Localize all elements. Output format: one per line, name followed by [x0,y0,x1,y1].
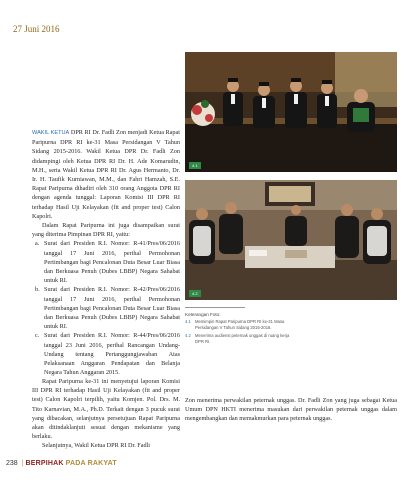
photo-audience-meeting [185,180,397,300]
list-item-text: Surat dari Presiden R.I. Nomor: R-44/Pres/06/2016 tanggal 23 Juni 2016, perihal Rancangan Undang-Undang tentang Pertanggungjawaban Atas Pelaksanaan Anggaran Pendapatan dan Belanja Negara Tahun Anggaran 2015. [44,332,180,377]
caption-text: Menerima audiensi peternak unggas di ruang kerja DPR RI. [195,333,290,344]
caption-item [185,333,295,345]
brand-word-1: BERPIHAK [25,460,64,467]
page-date [13,24,60,34]
article-column-left [32,128,180,377]
list-item-text: Surat dari Presiden R.I. Nomor: R-42/Pres/06/2016 tanggal 17 Juni 2016, perihal Permohonan Pertimbangan bagi Pencalonan Duta Besar Luar Biasa dan Berkuasa Penuh (Dubes LBBP) Negara Sahabat untuk RI. [44,286,180,331]
lead-in: WAKIL KETUA [32,130,70,136]
caption-title: Keterangan Foto: [185,312,221,317]
article-column-left-lower [32,377,180,451]
caption-item [185,319,295,331]
caption-divider [185,307,245,308]
photo-plenary-session [185,52,397,172]
list-item [32,239,180,285]
photo-tag-2: 4.2 [189,290,201,297]
list-item-letter: b. [35,286,40,294]
page-number: 238 [6,460,18,467]
date-month-year: Juni 2016 [24,24,60,34]
footer-separator: | [21,460,24,467]
photo-tag-1: 4.1 [189,162,201,169]
list-item-letter: a. [35,240,40,248]
letter-list [32,239,180,377]
article-column-right [185,396,397,424]
caption-number: 4.1 [185,319,191,324]
paragraph-5: Zon menerima perwakilan peternak unggas. Dr. Fadli Zon yang juga sebagai Ketua Umum DPN HKTI menerima masukan dari perwakilan peternak unggas dalam mengembangkan dan memakmurkan para peternak unggas. [185,397,397,423]
list-item [32,331,180,377]
paragraph-3: Rapat Paripurna ke-31 ini menyetujui laporan Komisi III DPR RI terhadap Hasil Uji Kelayakan (fit and proper test) Calon Kapolri terpilih, yaitu Komjen. Pol. Drs. M. Tito Karnavian, M.A., Ph.D. Terkait dengan 3 pucuk surat yang dibacakan, selanjutnya persetujuan Rapat Paripurna akan ditindaklanjuti sesuai dengan mekanisme yang berlaku. [32,378,180,441]
list-item [32,285,180,331]
date-day: 27 [13,24,22,34]
photo-caption [185,307,295,347]
caption-number: 4.2 [185,333,191,338]
paragraph-1-text: DPR RI Dr. Fadli Zon menjadi Ketua Rapat Paripurna DPR RI ke-31 Masa Persidangan V Tahun Sidang 2015-2016. Wakil Ketua DPR Dr. Fadli Zon didampingi oleh Ketua DPR RI Dr. H. Ade Komarudin, M.H., serta Wakil Ketua DPR RI Dr. Agus Hermanto, Dr. Ir. H. Taufik Kurniawan, M.M., dan Fahri Hamzah, S.E. Rapat Paripurna dihadiri oleh 310 orang Anggota DPR RI dengan agenda tunggal: Laporan Komisi III DPR RI terhadap Hasil Uji Kelayakan (fit and proper test) Calon Kapolri. [32,129,180,220]
list-item-letter: c. [35,332,40,340]
paragraph-1 [32,128,180,221]
page-footer [6,460,117,467]
paragraph-4: Selanjutnya, Wakil Ketua DPR RI Dr. Fadli [42,442,151,450]
brand-word-2: PADA RAKYAT [65,460,117,467]
caption-text: Memimpin Rapat Paripurna DPR RI ke-31 Masa Persidangan V Tahun Sidang 2015-2016. [195,319,285,330]
list-item-text: Surat dari Presiden R.I. Nomor: R-41/Pres/06/2016 tanggal 17 Juni 2016, perihal Permohonan Pertimbangan bagi Pencalonan Duta Besar Luar Biasa dan Berkuasa Penuh (Dubes LBBP) Negara Sahabat untuk RI. [44,240,180,285]
paragraph-2: Dalam Rapat Paripurna ini juga disampaikan surat yang diterima Pimpinan DPR RI, yaitu: [32,222,180,239]
